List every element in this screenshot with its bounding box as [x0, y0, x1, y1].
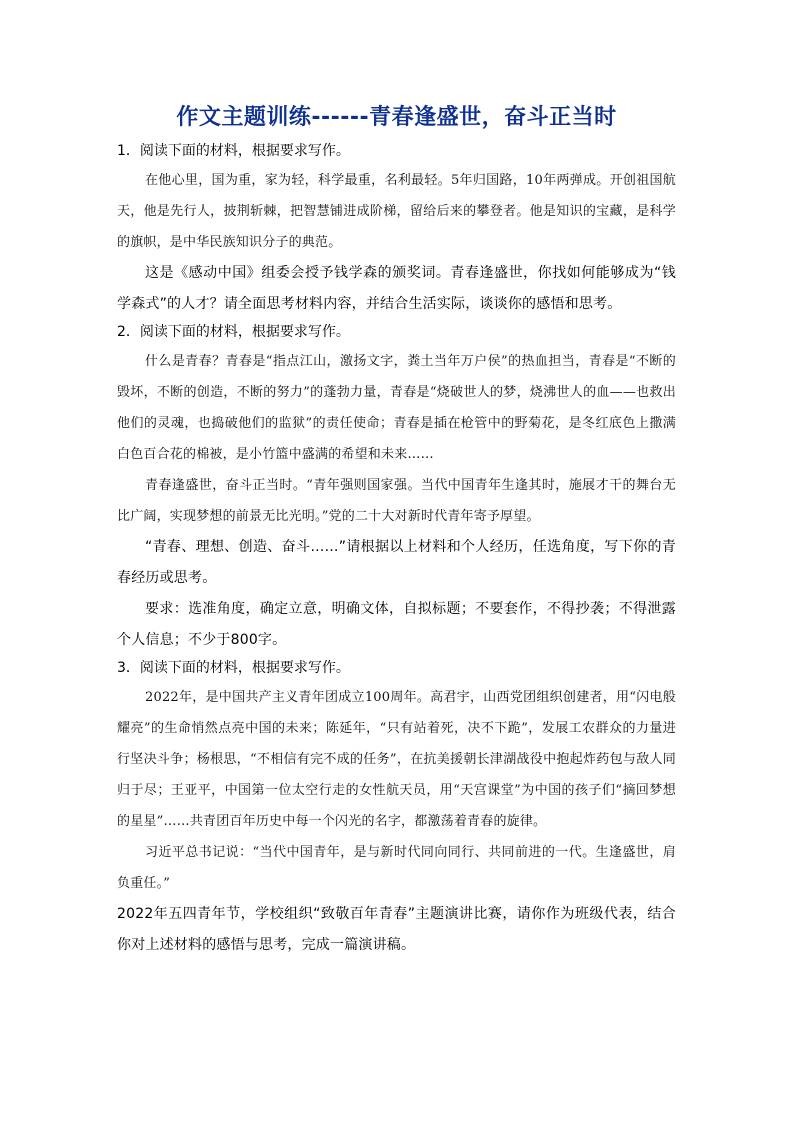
question-heading: 1．阅读下面的材料，根据要求写作。	[117, 143, 350, 159]
question-2	[117, 322, 676, 656]
question-3	[117, 658, 676, 961]
writing-task: “青春、理想、创造、奋斗……”请根据以上材料和个人经历，任选角度，写下你的青春经历或思考。	[117, 539, 676, 586]
writing-task: 2022年五四青年节，学校组织“致敬百年青春”主题演讲比赛，请你作为班级代表，结合你对上述材料的感悟与思考，完成一篇演讲稿。	[117, 906, 676, 953]
writing-requirements: 要求：选准角度，确定立意，明确文体，自拟标题；不要套作，不得抄袭；不得泄露个人信息；不少于800字。	[117, 601, 676, 648]
material-quote: 在他心里，国为重，家为轻，科学最重，名利最轻。5年归国路，10年两弹成。开创祖国航天，他是先行人，披荆斩棘，把智慧铺进成阶梯，留给后来的攀登者。他是知识的宝藏，是科学的旗帜，是中华民族知识分子的典范。	[117, 173, 676, 250]
material-quote: 习近平总书记说：“当代中国青年，是与新时代同向同行、共同前进的一代。生逢盛世，肩负重任。”	[117, 845, 676, 891]
question-1	[117, 141, 676, 320]
document-title: 作文主题训练------青春逢盛世，奋斗正当时	[176, 105, 617, 130]
question-heading: 3．阅读下面的材料，根据要求写作。	[117, 660, 350, 676]
material-quote: 2022年，是中国共产主义青年团成立100周年。高君宇，山西党团组织创建者，用“闪电般耀亮”的生命悄然点亮中国的未来；陈延年，“只有站着死，决不下跪”，发展工农群众的力量进行坚决斗争；杨根思，“不相信有完不成的任务”，在抗美援朝长津湖战役中抱起炸药包与敌人同归于尽；王亚平，中国第一位太空行走的女性航天员，用“天宫课堂”为中国的孩子们“摘回梦想的星星”……共青团百年历史中每一个闪光的名字，都激荡着青春的旋律。	[117, 690, 676, 829]
material-quote: 青春逢盛世，奋斗正当时。“青年强则国家强。当代中国青年生逢其时，施展才干的舞台无比广阔，实现梦想的前景无比光明。”党的二十大对新时代青年寄予厚望。	[117, 478, 676, 524]
question-heading: 2．阅读下面的材料，根据要求写作。	[117, 324, 350, 340]
writing-task: 这是《感动中国》组委会授予钱学森的颁奖词。青春逢盛世，你找如何能够成为“钱学森式”的人才？请全面思考材料内容，并结合生活实际，谈谈你的感悟和思考。	[117, 265, 676, 312]
material-quote: 什么是青春？青春是“指点江山，激扬文字，粪土当年万户侯”的热血担当，青春是“不断的毁坏，不断的创造，不断的努力”的蓬勃力量，青春是“烧破世人的梦，烧沸世人的血——也救出他们的灵魂，也捣破他们的监狱”的责任使命；青春是插在枪管中的野菊花，是冬红底色上撒满白色百合花的棉被，是小竹篮中盛满的希望和未来……	[117, 354, 676, 462]
